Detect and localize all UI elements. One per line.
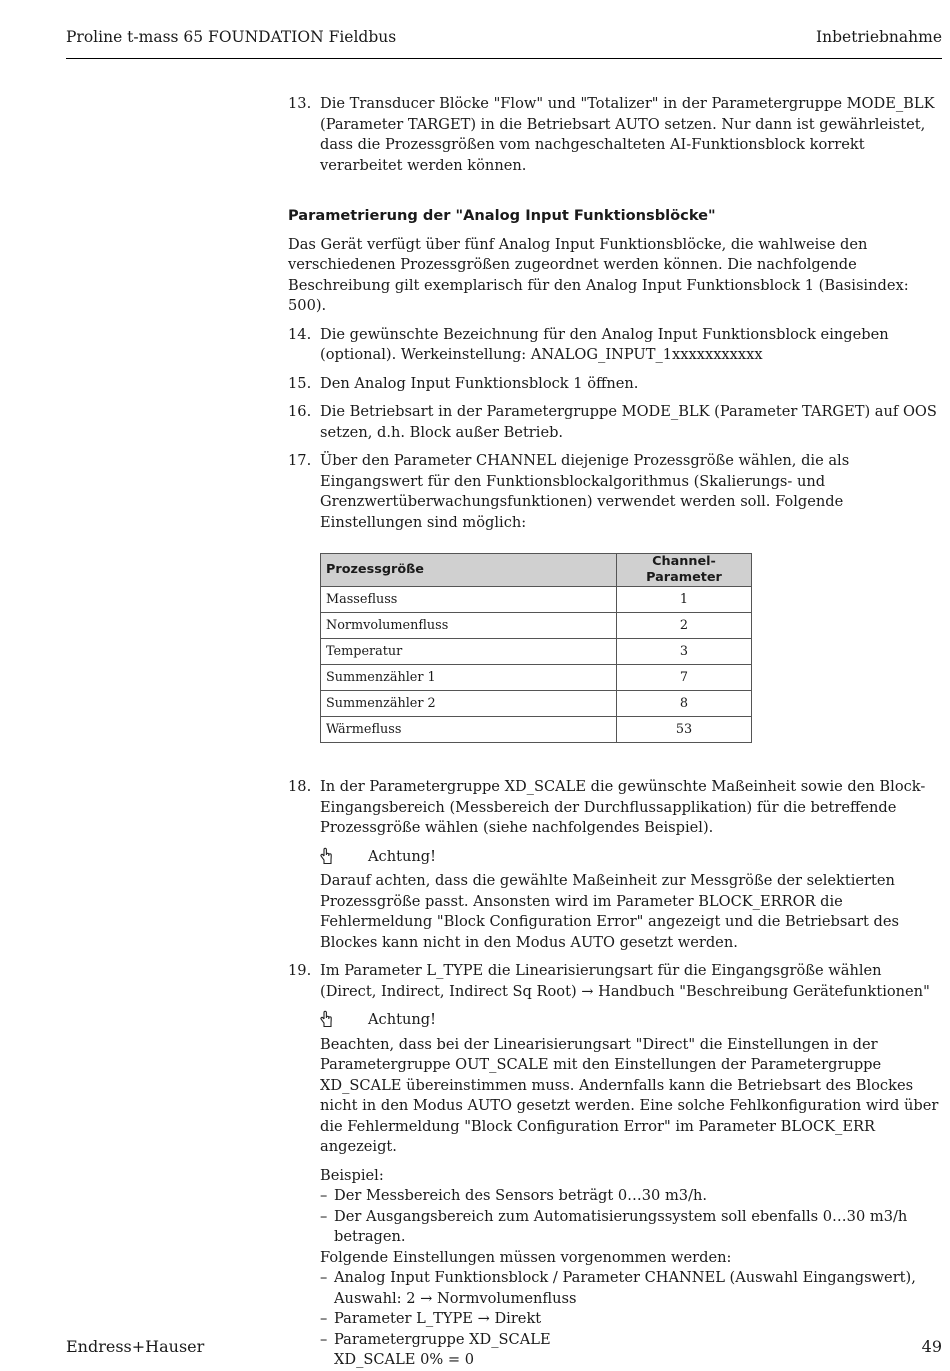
example-block [320, 1166, 942, 1371]
step-19 [288, 961, 942, 1371]
step-text: Im Parameter L_TYPE die Linearisierungsart für die Eingangsgröße wählen (Direct, Indirect, Indirect Sq Root) → Handbuch "Beschreibung Gerätefunktionen" [320, 962, 930, 1000]
list-item: – Der Messbereich des Sensors beträgt 0…30 m3/h. [320, 1186, 942, 1207]
table-row [321, 587, 752, 613]
table-row [321, 665, 752, 691]
caution-note [320, 847, 942, 954]
channel-table [320, 553, 752, 743]
table-cell: Wärmeﬂuss [321, 717, 617, 743]
list-item: – Parameter L_TYPE → Direkt [320, 1309, 942, 1330]
footer-brand: Endress+Hauser [66, 1337, 205, 1356]
pointing-hand-icon [320, 1010, 368, 1035]
table-row [321, 717, 752, 743]
caution-text: Beachten, dass bei der Linearisierungsart "Direct" die Einstellungen in der Parametergruppe OUT_SCALE mit den Einstellungen der Parametergruppe XD_SCALE übereinstimmen muss. Andernfalls kann die Betriebsart des Blockes nicht in den Modus AUTO gesetzt werden. Eine solche Fehlkonfiguration wird über die Fehlermeldung "Block Configuration Error" im Parameter BLOCK_ERR angezeigt. [320, 1035, 939, 1155]
table-header-row [321, 554, 752, 587]
table-cell: Temperatur [321, 639, 617, 665]
table-row [321, 639, 752, 665]
table-cell: 2 [617, 613, 752, 639]
section-intro: Das Gerät verfügt über fünf Analog Input Funktionsblöcke, die wahlweise den verschiedenen Prozessgrößen zugeordnet werden können. Die nachfolgende Beschreibung gilt exemplarisch für den Analog Input Funktionsblock 1 (Basisindex: 500). [288, 235, 909, 314]
step-text: Die Betriebsart in der Parametergruppe MODE_BLK (Parameter TARGET) auf OOS setzen, d.h. Block außer Betrieb. [320, 403, 937, 441]
table-cell: Normvolumenﬂuss [321, 613, 617, 639]
table-cell: 7 [617, 665, 752, 691]
step-text: Über den Parameter CHANNEL diejenige Prozessgröße wählen, die als Eingangswert für den Funktionsblockalgorithmus (Skalierungs- und Grenzwertüberwachungsfunktionen) verwendet werden soll. Folgende Einstellungen sind möglich: [320, 452, 850, 531]
step-14 [288, 325, 942, 366]
table-cell: 3 [617, 639, 752, 665]
step-number: 19. [288, 962, 312, 979]
step-number: 13. [288, 95, 312, 112]
header-title: Proline t-mass 65 FOUNDATION Fieldbus [66, 28, 397, 46]
step-text: In der Parametergruppe XD_SCALE die gewünschte Maßeinheit sowie den Block-Eingangsbereich (Messbereich der Durchflussapplikation) für die betreffende Prozessgröße wählen (siehe nachfolgendes Beispiel). [320, 778, 926, 836]
step-number: 16. [288, 403, 312, 420]
example-title: Beispiel: [320, 1166, 384, 1184]
step-15 [288, 374, 942, 395]
list-item: – Analog Input Funktionsblock / Parameter CHANNEL (Auswahl Eingangswert), Auswahl: 2 → Normvolumenfluss [320, 1268, 942, 1309]
section-heading: Parametrierung der "Analog Input Funktionsblöcke" [288, 207, 716, 224]
caution-text: Darauf achten, dass die gewählte Maßeinheit zur Messgröße der selektierten Prozessgröße passt. Ansonsten wird im Parameter BLOCK_ERROR die Fehlermeldung "Block Configuration Error" angezeigt und die Betriebsart des Blockes kann nicht in den Modus AUTO gesetzt werden. [320, 872, 899, 951]
page-number: 49 [921, 1337, 942, 1356]
step-13 [288, 94, 942, 176]
header-section: Inbetriebnahme [816, 28, 942, 46]
table-header-cell: Prozessgröße [321, 554, 617, 587]
step-text: Die gewünschte Bezeichnung für den Analog Input Funktionsblock eingeben (optional). Werkeinstellung: ANALOG_INPUT_1xxxxxxxxxxx [320, 325, 889, 363]
step-number: 17. [288, 452, 312, 469]
step-text: Den Analog Input Funktionsblock 1 öffnen. [320, 374, 639, 392]
step-number: 18. [288, 778, 312, 795]
table-cell: Masseﬂuss [321, 587, 617, 613]
page-content [288, 94, 942, 1371]
xd-scale-line: XD_SCALE 0% = 0 [334, 1351, 475, 1368]
table-row [321, 613, 752, 639]
list-item: – Der Ausgangsbereich zum Automatisierungssystem soll ebenfalls 0…30 m3/h betragen. [320, 1207, 942, 1248]
step-number: 14. [288, 325, 312, 343]
step-number: 15. [288, 374, 312, 392]
table-cell: 1 [617, 587, 752, 613]
step-18 [288, 777, 942, 953]
caution-note [320, 1010, 942, 1158]
step-17 [288, 451, 942, 743]
step-text: Die Transducer Blöcke "Flow" und "Totalizer" in der Parametergruppe MODE_BLK (Parameter TARGET) in die Betriebsart AUTO setzen. Nur dann ist gewährleistet, dass die Prozessgrößen vom nachgeschalteten AI-Funktionsblock korrekt verarbeitet werden können. [320, 95, 935, 174]
caution-title: Achtung! [368, 1011, 436, 1028]
table-cell: 8 [617, 691, 752, 717]
table-cell: Summenzähler 1 [321, 665, 617, 691]
table-row [321, 691, 752, 717]
step-16 [288, 402, 942, 443]
page-header [66, 28, 942, 59]
table-cell: 53 [617, 717, 752, 743]
caution-title: Achtung! [368, 847, 436, 865]
list-item: – Parametergruppe XD_SCALE [320, 1330, 942, 1351]
pointing-hand-icon [320, 847, 368, 872]
table-cell: Summenzähler 2 [321, 691, 617, 717]
settings-title: Folgende Einstellungen müssen vorgenommen werden: [320, 1248, 732, 1266]
table-header-cell: Channel-Parameter [617, 554, 752, 587]
